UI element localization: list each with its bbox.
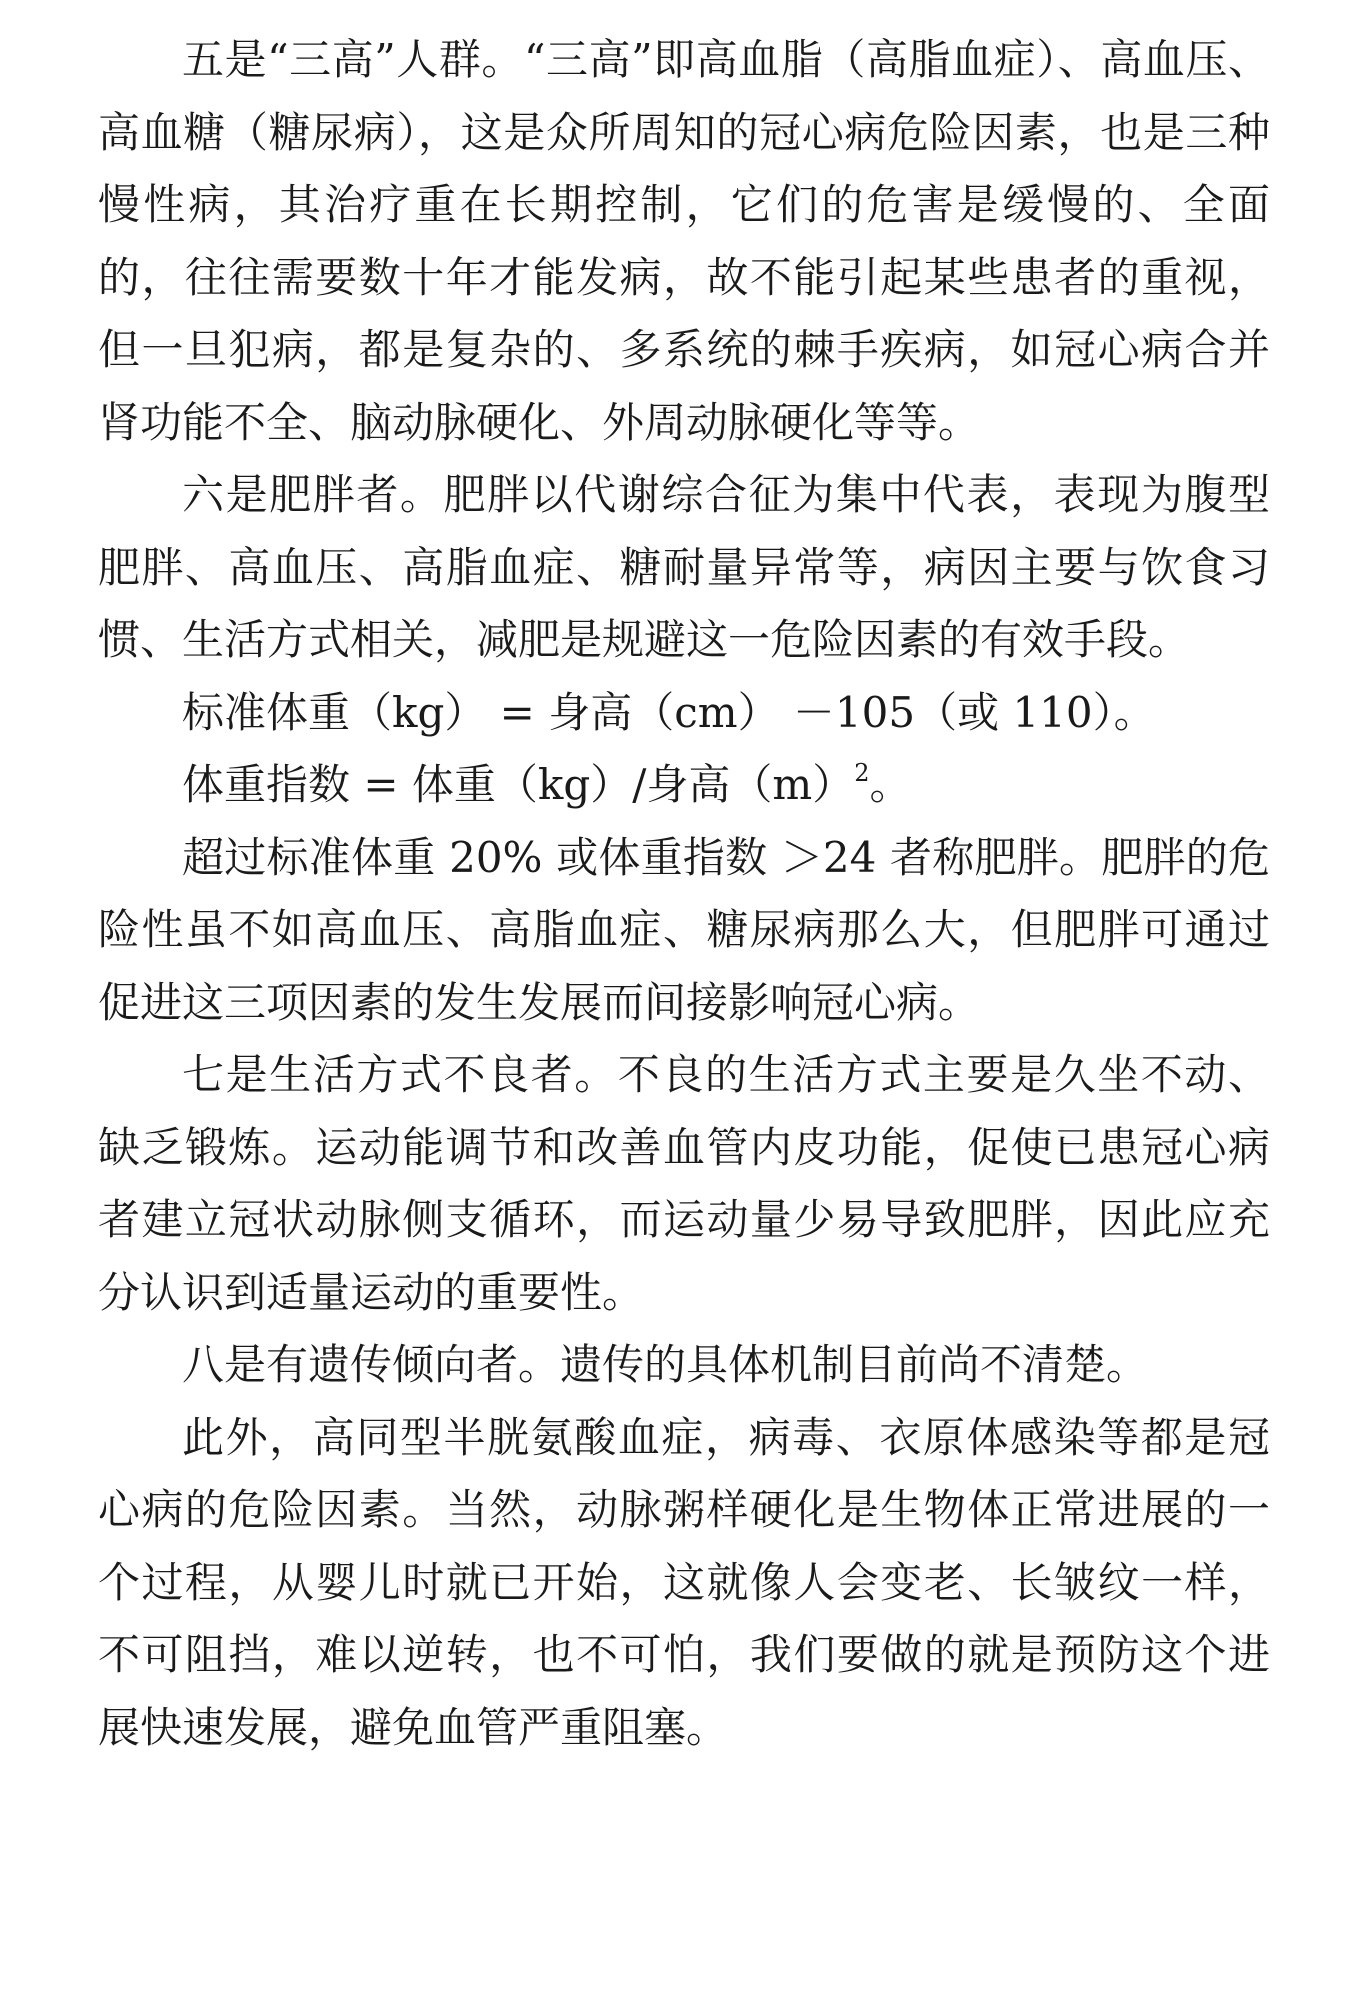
formula-bmi-text: 体重指数 = 体重（kg）/身高（m） (182, 760, 855, 809)
paragraph-heredity: 八是有遗传倾向者。遗传的具体机制目前尚不清楚。 (182, 1340, 1149, 1389)
paragraph-three-highs: 五是“三高”人群。“三高”即高血脂（高脂血症）、高血压、高血糖（糖尿病），这是众所周知的冠心病危险因素，也是三种慢性病，其治疗重在长期控制，它们的危害是缓慢的、全面的，往往需要数十年才能发病，故不能引起某些患者的重视，但一旦犯病，都是复杂的、多系统的棘手疾病，如冠心病合并肾功能不全、脑动脉硬化、外周动脉硬化等等。 (98, 35, 1270, 447)
paragraph-overweight-definition: 超过标准体重 20% 或体重指数 ＞24 者称肥胖。肥胖的危险性虽不如高血压、高脂血症、糖尿病那么大，但肥胖可通过促进这三项因素的发生发展而间接影响冠心病。 (98, 832, 1270, 1027)
paragraph-obesity: 六是肥胖者。肥胖以代谢综合征为集中代表，表现为腹型肥胖、高血压、高脂血症、糖耐量异常等，病因主要与饮食习惯、生活方式相关，减肥是规避这一危险因素的有效手段。 (98, 470, 1270, 664)
paragraph-lifestyle: 七是生活方式不良者。不良的生活方式主要是久坐不动、缺乏锻炼。运动能调节和改善血管内皮功能，促使已患冠心病者建立冠状动脉侧支循环，而运动量少易导致肥胖，因此应充分认识到适量运动的重要性。 (98, 1050, 1270, 1317)
formula-standard-weight: 标准体重（kg） = 身高（cm） －105（或 110）。 (182, 687, 1156, 737)
formula-bmi-end: 。 (869, 760, 912, 809)
formula-bmi (98, 749, 1270, 822)
document-page (98, 24, 1270, 1764)
paragraph-other-risks: 此外，高同型半胱氨酸血症，病毒、衣原体感染等都是冠心病的危险因素。当然，动脉粥样硬化是生物体正常进展的一个过程，从婴儿时就已开始，这就像人会变老、长皱纹一样，不可阻挡，难以逆转，也不可怕，我们要做的就是预防这个进展快速发展，避免血管严重阻塞。 (98, 1412, 1270, 1752)
formula-bmi-exponent: 2 (854, 759, 870, 787)
